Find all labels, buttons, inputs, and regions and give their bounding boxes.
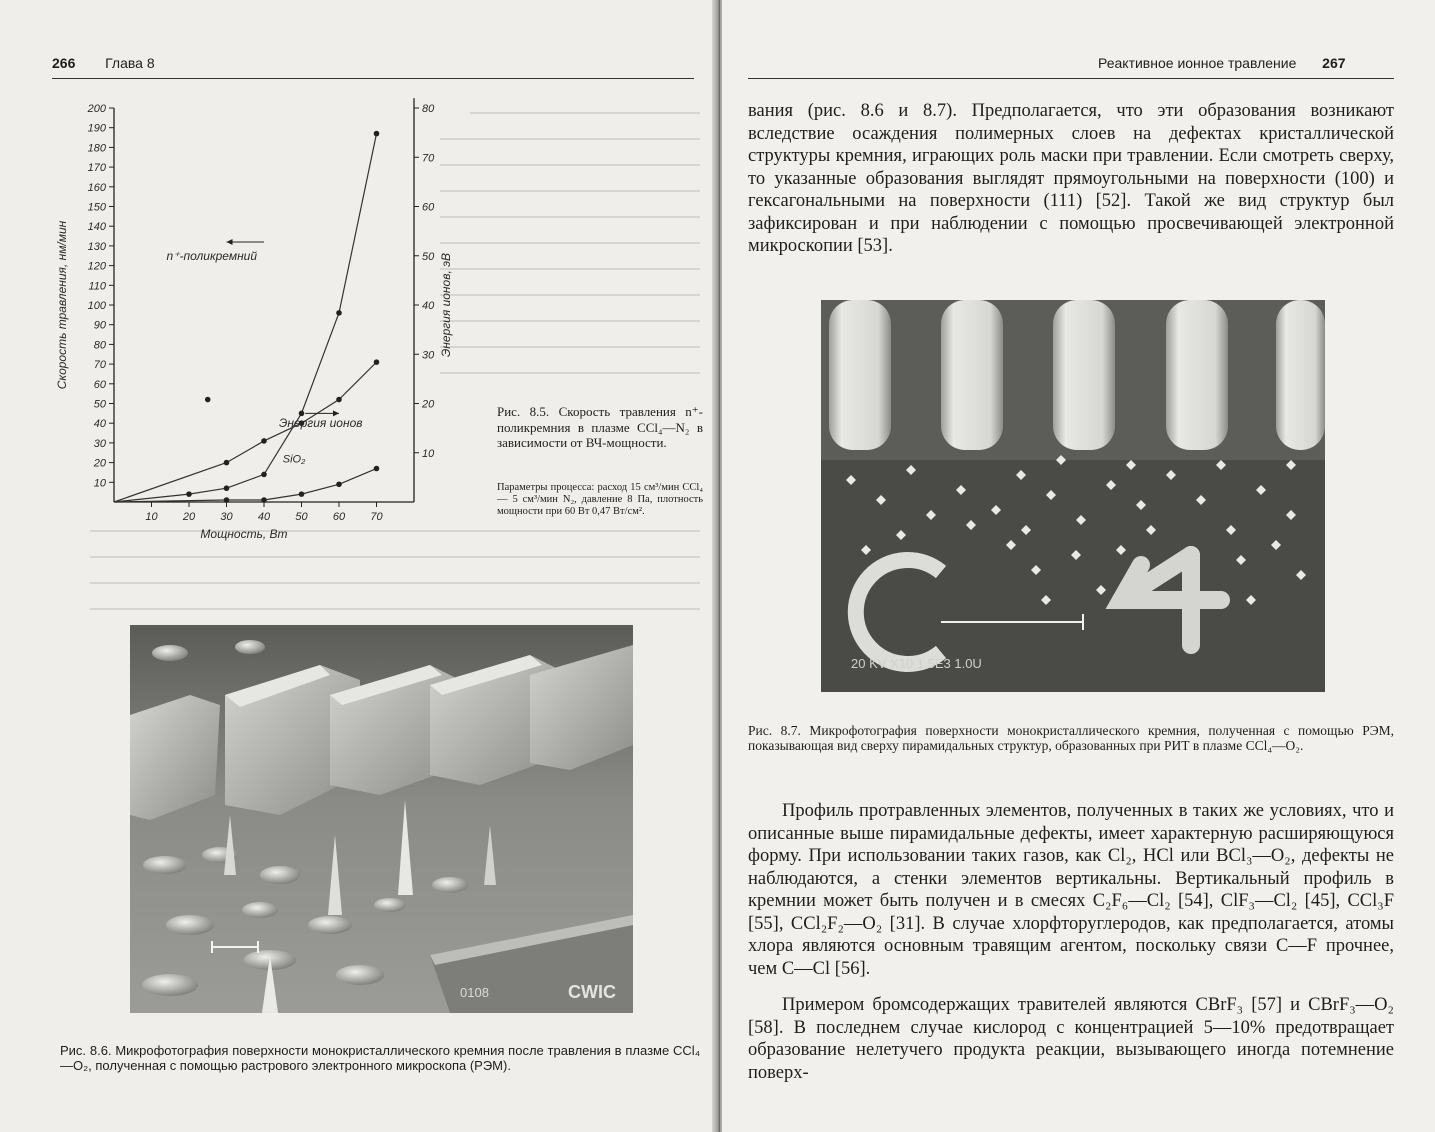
left-page [0,0,716,1132]
y-left-tick-label: 150 [87,201,106,214]
y-left-tick-label: 60 [93,378,106,391]
y-left-tick-label: 110 [88,280,106,293]
data-point [336,481,342,487]
fig-8-5-params: Параметры процесса: расход 15 см³/мин CCl₄ — 5 см³/мин N₂, давление 8 Па, плотность мощности при 60 Вт 0,47 Вт/см². [497,482,703,517]
y-left-tick-label: 30 [93,437,106,450]
paragraph-2-3 [748,800,1394,1084]
data-point [374,466,380,472]
header-rule [748,78,1394,79]
y-right-tick-label: 20 [422,398,435,411]
y-right-tick-label: 80 [422,103,435,115]
data-point [205,397,211,403]
header-rule [52,78,694,79]
running-head-right [1098,55,1346,71]
data-point [224,460,230,466]
y-left-tick-label: 10 [93,477,106,490]
data-point [224,485,230,491]
annotation-arrowhead [227,239,233,245]
data-point [336,310,342,316]
x-tick-label: 70 [370,511,383,523]
annotation-poly-si: n⁺-поликремний [166,248,258,263]
data-point [299,491,305,497]
right-page [722,0,1435,1132]
data-point [186,491,192,497]
chapter-title: Глава 8 [105,55,155,71]
annotation-ion-energy: Энергия ионов [279,416,363,431]
y-left-tick-label: 140 [87,221,106,234]
y-left-tick-label: 80 [93,339,106,352]
y-left-tick-label: 100 [87,300,106,312]
section-title: Реактивное ионное травление [1098,55,1297,71]
y-left-tick-label: 200 [87,103,106,115]
fig-8-6-caption: Рис. 8.6. Микрофотография поверхности монокристаллического кремния после травления в плазме CCl₄—O₂, полученная с помощью растрового электронного микроскопа (РЭМ). [60,1043,700,1073]
data-point [336,397,342,403]
y-left-tick-label: 120 [87,260,106,273]
data-point [224,497,230,503]
x-tick-label: 40 [257,511,271,523]
x-tick-label: 30 [220,511,233,523]
y-left-axis-label: Скорость травления, нм/мин [55,220,69,390]
y-left-tick-label: 50 [93,398,106,411]
svg-text:0108: 0108 [460,985,489,1000]
y-right-tick-label: 50 [422,250,435,263]
y-right-tick-label: 40 [422,300,435,312]
y-left-tick-label: 70 [93,359,106,372]
running-head-left [52,55,155,71]
y-left-tick-label: 20 [93,457,106,470]
y-left-tick-label: 160 [87,181,106,194]
paragraph-text: вания (рис. 8.6 и 8.7). Предполагается, что эти образования возникают вследствие осаждения полимерных слоев на дефектах кристаллической структуры кремния, играющих роль маски при травлении. Если смотреть сверху, то указанные образования выглядят прямоугольными на поверхности (100) и гексагональными на поверхности (111) [52]. Такой же вид структур был зафиксирован и при наблюдении с помощью просвечивающей электронной микроскопии [53]. [748,101,1394,256]
x-tick-label: 60 [332,511,346,523]
y-right-tick-label: 70 [422,152,435,165]
data-point [374,359,380,365]
data-point [261,497,267,503]
series-line [114,134,377,502]
x-axis-label: Мощность, Вт [200,527,288,541]
x-tick-label: 20 [182,511,196,523]
fig-8-6-photo-label: CWIC [568,982,616,1002]
fig-8-6-sem-photo [130,625,633,1013]
y-right-tick-label: 30 [422,349,435,362]
fig-8-5-caption: Рис. 8.5. Скорость травления n⁺-поликремния в плазме CCl₄—N₂ в зависимости от ВЧ-мощности. [497,404,703,450]
annotation-sio2: SiO₂ [282,453,306,466]
fig-8-7-sem-photo [821,300,1325,692]
page-number: 267 [1322,55,1346,71]
y-left-tick-label: 180 [87,142,106,155]
y-left-tick-label: 190 [87,122,106,135]
data-point [374,131,380,137]
y-right-axis-label: Энергия ионов, эВ [439,252,453,358]
page-number: 266 [52,55,76,71]
y-left-tick-label: 170 [87,162,106,175]
x-tick-label: 10 [145,511,158,523]
etch-rate-chart [48,98,468,558]
y-left-tick-label: 130 [87,240,106,253]
data-point [261,472,267,478]
paragraph-text: Профиль протравленных элементов, полученных в таких же условиях, что и описанные выше пирамидальные дефекты, имеет характерную расширяющуюся форму. При использовании таких газов, как Cl₂, HCl или BCl₃—O₂, дефекты не наблюдаются, а стенки элементов вертикальны. Вертикальный профиль в кремнии может быть получен и в смесях C₂F₆—Cl₂ [54], ClF₃—Cl₂ [45], CCl₃F [55], CCl₂F₂—O₂ [31]. В случае хлорфторуглеродов, как предполагается, атомы хлора являются основным травящим агентом, поскольку связи C—F прочнее, чем C—Cl [56]. [748,801,1394,979]
paragraph-1 [748,100,1394,258]
y-right-tick-label: 60 [422,201,435,214]
fig-8-7-photo-text: 20 KV X10 1.5E3 1.0U [851,656,982,671]
x-tick-label: 50 [295,511,308,523]
y-right-tick-label: 10 [422,447,435,460]
y-left-tick-label: 90 [93,319,106,332]
data-point [261,438,267,444]
fig-8-7-caption: Рис. 8.7. Микрофотография поверхности монокристаллического кремния, полученная с помощью РЭМ, показывающая вид сверху пирамидальных структур, образованных при РИТ в плазме CCl₄—O₂. [748,723,1394,753]
y-left-tick-label: 40 [93,418,106,431]
paragraph-text: Примером бромсодержащих травителей являются CBrF₃ [57] и CBrF₃—O₂ [58]. В последнем случае кислород с концентрацией 5—10% предотвращает образование нелетучего продукта реакции, вызывающего иногда потемнение поверх- [748,995,1394,1083]
